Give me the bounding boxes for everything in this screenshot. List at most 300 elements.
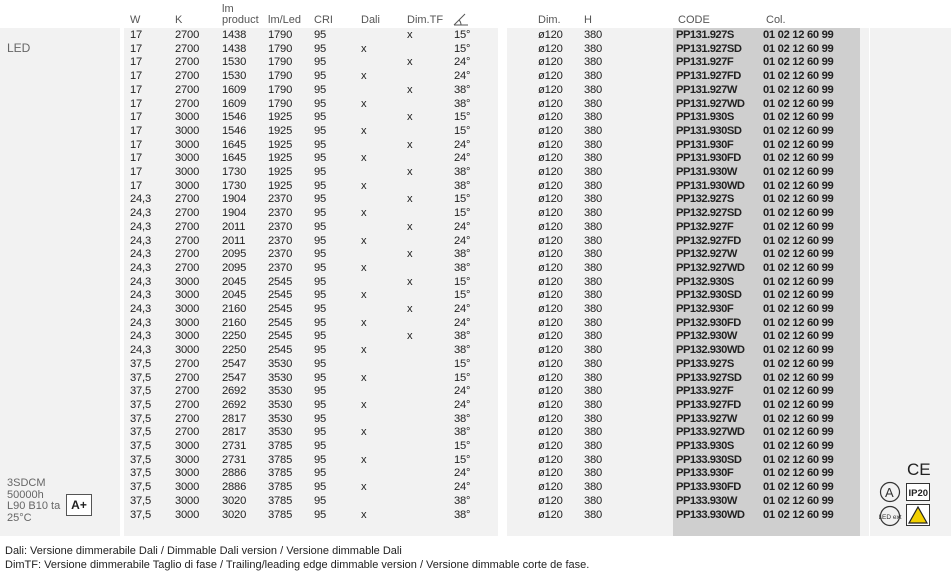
cell-tf: x — [407, 275, 413, 288]
cell-w: 17 — [130, 166, 143, 178]
cell-dali: x — [361, 344, 367, 357]
cell-dim: ø120 — [538, 261, 563, 274]
cell-col: 01 02 12 60 99 — [763, 385, 834, 398]
cell-h: 380 — [584, 261, 603, 274]
cell-led: 1925 — [268, 166, 293, 178]
cell-w: 17 — [130, 83, 143, 96]
cell-led: 2545 — [268, 316, 293, 329]
cell-dim: ø120 — [538, 385, 563, 398]
cell-h: 380 — [584, 83, 603, 96]
cell-k: 2700 — [175, 234, 200, 247]
cell-col: 01 02 12 60 99 — [763, 412, 834, 425]
a-circle-icon — [879, 481, 901, 503]
cell-lm: 2045 — [222, 289, 247, 302]
table-row — [0, 276, 951, 290]
cell-code: PP133.927SD — [676, 371, 742, 384]
cell-code: PP133.927FD — [676, 398, 741, 411]
cell-col: 01 02 12 60 99 — [763, 166, 834, 178]
cell-cri: 95 — [314, 481, 327, 494]
cell-dim: ø120 — [538, 453, 563, 466]
cell-col: 01 02 12 60 99 — [763, 138, 834, 151]
cell-led: 1925 — [268, 152, 293, 165]
header-lm-product-1: lm — [222, 3, 234, 15]
cell-lm: 1904 — [222, 207, 247, 220]
cell-col: 01 02 12 60 99 — [763, 275, 834, 288]
cell-ang: 24° — [454, 138, 471, 151]
cell-ang: 24° — [454, 481, 471, 494]
cell-col: 01 02 12 60 99 — [763, 83, 834, 96]
cell-lm: 1438 — [222, 42, 247, 55]
cell-code: PP132.927FD — [676, 234, 741, 247]
cell-cri: 95 — [314, 467, 327, 480]
cell-ang: 24° — [454, 56, 471, 69]
cell-w: 24,3 — [130, 207, 151, 220]
cell-col: 01 02 12 60 99 — [763, 467, 834, 480]
table-row — [0, 139, 951, 153]
cell-tf: x — [407, 138, 413, 151]
cell-k: 2700 — [175, 261, 200, 274]
cell-led: 1790 — [268, 97, 293, 110]
cell-led: 3785 — [268, 440, 293, 452]
table-row — [0, 70, 951, 84]
cell-k: 3000 — [175, 111, 200, 124]
table-row — [0, 454, 951, 468]
cell-lm: 1645 — [222, 152, 247, 165]
cell-k: 3000 — [175, 330, 200, 343]
cell-lm: 1546 — [222, 111, 247, 124]
cell-led: 2545 — [268, 344, 293, 357]
cell-lm: 2886 — [222, 467, 247, 480]
cell-col: 01 02 12 60 99 — [763, 440, 834, 452]
cell-ang: 24° — [454, 467, 471, 480]
cell-lm: 2547 — [222, 357, 247, 370]
cell-ang: 38° — [454, 508, 471, 521]
cell-w: 24,3 — [130, 261, 151, 274]
cell-col: 01 02 12 60 99 — [763, 316, 834, 329]
cell-lm: 2692 — [222, 385, 247, 398]
cell-h: 380 — [584, 398, 603, 411]
cell-led: 3530 — [268, 426, 293, 439]
cell-w: 37,5 — [130, 398, 151, 411]
cell-lm: 2011 — [222, 234, 246, 247]
cell-h: 380 — [584, 234, 603, 247]
cell-lm: 1904 — [222, 193, 247, 206]
cell-k: 2700 — [175, 207, 200, 220]
cell-cri: 95 — [314, 453, 327, 466]
cell-dim: ø120 — [538, 316, 563, 329]
table-row — [0, 207, 951, 221]
cell-cri: 95 — [314, 193, 327, 206]
cell-lm: 1730 — [222, 179, 247, 192]
cell-cri: 95 — [314, 124, 327, 137]
cell-lm: 2547 — [222, 371, 247, 384]
table-row — [0, 303, 951, 317]
cell-ang: 38° — [454, 248, 471, 261]
cell-w: 17 — [130, 97, 143, 110]
cell-h: 380 — [584, 70, 603, 83]
cell-cri: 95 — [314, 234, 327, 247]
table-row — [0, 29, 951, 43]
cell-h: 380 — [584, 193, 603, 206]
cell-ang: 38° — [454, 494, 471, 507]
cell-code: PP133.930SD — [676, 453, 742, 466]
cell-dali: x — [361, 398, 367, 411]
table-row — [0, 193, 951, 207]
cell-dim: ø120 — [538, 357, 563, 370]
cell-code: PP133.927WD — [676, 426, 745, 439]
cell-ang: 38° — [454, 261, 471, 274]
cell-code: PP132.927SD — [676, 207, 742, 220]
cell-w: 17 — [130, 152, 143, 165]
energy-class-badge: A+ — [66, 494, 92, 516]
cell-code: PP132.927F — [676, 220, 734, 233]
cell-h: 380 — [584, 357, 603, 370]
cell-led: 3785 — [268, 508, 293, 521]
table-row — [0, 481, 951, 495]
cell-cri: 95 — [314, 138, 327, 151]
cell-tf: x — [407, 166, 413, 178]
cell-col: 01 02 12 60 99 — [763, 56, 834, 69]
cell-dali: x — [361, 508, 367, 521]
cell-ang: 38° — [454, 166, 471, 178]
table-row — [0, 399, 951, 413]
cell-code: PP133.930WD — [676, 508, 745, 521]
cell-code: PP131.927S — [676, 29, 734, 41]
cell-dali: x — [361, 97, 367, 110]
cell-k: 3000 — [175, 275, 200, 288]
cell-ang: 15° — [454, 124, 471, 137]
cell-h: 380 — [584, 275, 603, 288]
cell-h: 380 — [584, 426, 603, 439]
header-dim: Dim. — [538, 14, 561, 26]
cell-w: 37,5 — [130, 426, 151, 439]
cell-dali: x — [361, 426, 367, 439]
cell-k: 2700 — [175, 29, 200, 41]
cell-dim: ø120 — [538, 111, 563, 124]
cell-dim: ø120 — [538, 398, 563, 411]
cell-code: PP133.930W — [676, 494, 737, 507]
cell-tf: x — [407, 56, 413, 69]
led-ext-text: LED ext — [878, 514, 902, 521]
table-row — [0, 166, 951, 180]
cell-code: PP133.930F — [676, 467, 734, 480]
cell-cri: 95 — [314, 289, 327, 302]
cell-led: 1925 — [268, 138, 293, 151]
cell-ang: 15° — [454, 42, 471, 55]
cell-ang: 15° — [454, 207, 471, 220]
beam-angle-icon — [453, 12, 469, 26]
cell-w: 37,5 — [130, 412, 151, 425]
cell-dali: x — [361, 42, 367, 55]
cell-code: PP131.927WD — [676, 97, 745, 110]
cell-dim: ø120 — [538, 152, 563, 165]
cell-dim: ø120 — [538, 303, 563, 315]
ip20-icon — [906, 483, 930, 501]
cell-cri: 95 — [314, 275, 327, 288]
cell-col: 01 02 12 60 99 — [763, 179, 834, 192]
cell-dali: x — [361, 234, 367, 247]
cell-code: PP131.927W — [676, 83, 737, 96]
table-row — [0, 180, 951, 194]
cell-k: 2700 — [175, 42, 200, 55]
table-row — [0, 413, 951, 427]
cell-w: 37,5 — [130, 440, 151, 452]
cell-cri: 95 — [314, 385, 327, 398]
cell-col: 01 02 12 60 99 — [763, 289, 834, 302]
cell-tf: x — [407, 220, 413, 233]
cell-col: 01 02 12 60 99 — [763, 426, 834, 439]
cell-led: 2545 — [268, 289, 293, 302]
cell-code: PP132.927S — [676, 193, 734, 206]
cell-col: 01 02 12 60 99 — [763, 193, 834, 206]
cell-h: 380 — [584, 467, 603, 480]
cell-ang: 38° — [454, 412, 471, 425]
cell-h: 380 — [584, 220, 603, 233]
cell-h: 380 — [584, 152, 603, 165]
cell-col: 01 02 12 60 99 — [763, 371, 834, 384]
cell-cri: 95 — [314, 330, 327, 343]
cell-h: 380 — [584, 440, 603, 452]
cell-cri: 95 — [314, 56, 327, 69]
table-row — [0, 385, 951, 399]
cell-k: 3000 — [175, 124, 200, 137]
cell-dim: ø120 — [538, 440, 563, 452]
cell-dim: ø120 — [538, 289, 563, 302]
cell-ang: 24° — [454, 398, 471, 411]
cell-cri: 95 — [314, 42, 327, 55]
cell-dim: ø120 — [538, 344, 563, 357]
cell-lm: 1609 — [222, 97, 247, 110]
cell-col: 01 02 12 60 99 — [763, 248, 834, 261]
cell-w: 37,5 — [130, 385, 151, 398]
cell-tf: x — [407, 330, 413, 343]
cell-k: 3000 — [175, 467, 200, 480]
cell-k: 2700 — [175, 385, 200, 398]
header-dali: Dali — [361, 14, 380, 26]
cell-dim: ø120 — [538, 481, 563, 494]
cell-dim: ø120 — [538, 138, 563, 151]
cell-w: 37,5 — [130, 481, 151, 494]
cell-w: 24,3 — [130, 316, 151, 329]
cell-lm: 2886 — [222, 481, 247, 494]
cell-cri: 95 — [314, 179, 327, 192]
table-row — [0, 221, 951, 235]
cell-dim: ø120 — [538, 207, 563, 220]
cell-h: 380 — [584, 111, 603, 124]
cell-w: 37,5 — [130, 453, 151, 466]
cell-lm: 1546 — [222, 124, 247, 137]
cell-led: 2370 — [268, 193, 293, 206]
cell-dali: x — [361, 152, 367, 165]
cell-col: 01 02 12 60 99 — [763, 481, 834, 494]
cell-k: 3000 — [175, 508, 200, 521]
cell-w: 24,3 — [130, 289, 151, 302]
cell-w: 17 — [130, 179, 143, 192]
cell-col: 01 02 12 60 99 — [763, 207, 834, 220]
cell-cri: 95 — [314, 494, 327, 507]
cell-cri: 95 — [314, 440, 327, 452]
cell-h: 380 — [584, 316, 603, 329]
cell-lm: 1438 — [222, 29, 247, 41]
cell-h: 380 — [584, 508, 603, 521]
cell-lm: 2250 — [222, 330, 247, 343]
cell-cri: 95 — [314, 426, 327, 439]
led-type-label: LED — [7, 41, 31, 55]
cell-lm: 2250 — [222, 344, 247, 357]
cell-k: 2700 — [175, 97, 200, 110]
cell-ang: 15° — [454, 289, 471, 302]
cell-cri: 95 — [314, 97, 327, 110]
a-circle-text: A — [885, 485, 894, 500]
cell-h: 380 — [584, 179, 603, 192]
cell-cri: 95 — [314, 412, 327, 425]
cell-h: 380 — [584, 494, 603, 507]
cell-w: 37,5 — [130, 467, 151, 480]
cell-ang: 24° — [454, 385, 471, 398]
cell-code: PP131.930SD — [676, 124, 742, 137]
cell-h: 380 — [584, 371, 603, 384]
cell-ang: 38° — [454, 330, 471, 343]
cell-ang: 24° — [454, 234, 471, 247]
cell-dim: ø120 — [538, 248, 563, 261]
cell-ang: 15° — [454, 440, 471, 452]
cell-lm: 1645 — [222, 138, 247, 151]
cell-w: 24,3 — [130, 220, 151, 233]
warning-triangle-icon — [906, 504, 930, 526]
cell-lm: 1730 — [222, 166, 247, 178]
table-row — [0, 372, 951, 386]
table-row — [0, 289, 951, 303]
cell-led: 3530 — [268, 357, 293, 370]
cell-dali: x — [361, 289, 367, 302]
cell-k: 2700 — [175, 426, 200, 439]
cell-h: 380 — [584, 248, 603, 261]
footnote-dimtf: DimTF: Versione dimmerabile Taglio di fase / Trailing/leading edge dimmable version / Versione dimmable corte de fase. — [5, 559, 590, 571]
header-code: CODE — [678, 14, 710, 26]
cell-code: PP133.927S — [676, 357, 734, 370]
cell-lm: 2731 — [222, 453, 247, 466]
cell-w: 24,3 — [130, 330, 151, 343]
cell-ang: 15° — [454, 193, 471, 206]
cell-code: PP132.930FD — [676, 316, 741, 329]
cell-k: 2700 — [175, 70, 200, 83]
table-row — [0, 509, 951, 523]
cell-w: 24,3 — [130, 234, 151, 247]
table-row — [0, 248, 951, 262]
cell-h: 380 — [584, 412, 603, 425]
cell-k: 3000 — [175, 138, 200, 151]
cell-w: 37,5 — [130, 357, 151, 370]
cell-k: 2700 — [175, 83, 200, 96]
cell-dim: ø120 — [538, 179, 563, 192]
cell-code: PP132.930W — [676, 330, 737, 343]
cell-led: 3785 — [268, 467, 293, 480]
cell-k: 2700 — [175, 398, 200, 411]
cell-dali: x — [361, 453, 367, 466]
table-row — [0, 426, 951, 440]
cell-w: 17 — [130, 70, 143, 83]
cell-h: 380 — [584, 138, 603, 151]
spec-ambient-temp: 25°C — [7, 511, 32, 524]
table-row — [0, 317, 951, 331]
table-row — [0, 344, 951, 358]
cell-lm: 1609 — [222, 83, 247, 96]
cell-code: PP131.930F — [676, 138, 734, 151]
cell-cri: 95 — [314, 111, 327, 124]
cell-tf: x — [407, 83, 413, 96]
cell-w: 24,3 — [130, 344, 151, 357]
cell-code: PP131.930S — [676, 111, 734, 124]
cell-dali: x — [361, 261, 367, 274]
cell-w: 37,5 — [130, 494, 151, 507]
cell-cri: 95 — [314, 261, 327, 274]
cell-h: 380 — [584, 481, 603, 494]
cell-w: 17 — [130, 124, 143, 137]
header-dim-tf: Dim.TF — [407, 14, 444, 26]
cell-k: 2700 — [175, 357, 200, 370]
cell-col: 01 02 12 60 99 — [763, 234, 834, 247]
spec-lumen-maintenance: L90 B10 ta — [7, 500, 61, 512]
cell-dim: ø120 — [538, 330, 563, 343]
cell-lm: 2731 — [222, 440, 247, 452]
cell-k: 3000 — [175, 481, 200, 494]
cell-code: PP131.927F — [676, 56, 734, 69]
cell-col: 01 02 12 60 99 — [763, 494, 834, 507]
cell-k: 2700 — [175, 220, 200, 233]
cell-led: 1790 — [268, 42, 293, 55]
table-row — [0, 467, 951, 481]
cell-dim: ø120 — [538, 29, 563, 41]
cell-dim: ø120 — [538, 467, 563, 480]
cell-ang: 38° — [454, 344, 471, 357]
cell-code: PP132.930F — [676, 303, 734, 315]
cell-code: PP132.930WD — [676, 344, 745, 357]
cell-ang: 15° — [454, 275, 471, 288]
cell-w: 24,3 — [130, 248, 151, 261]
cell-lm: 2011 — [222, 220, 246, 233]
cell-dim: ø120 — [538, 275, 563, 288]
cell-w: 17 — [130, 56, 143, 69]
cell-col: 01 02 12 60 99 — [763, 344, 834, 357]
cell-w: 17 — [130, 42, 143, 55]
cell-k: 2700 — [175, 248, 200, 261]
cell-cri: 95 — [314, 371, 327, 384]
cell-code: PP131.930WD — [676, 179, 745, 192]
ip20-text: IP20 — [908, 488, 929, 499]
cell-tf: x — [407, 111, 413, 124]
cell-k: 3000 — [175, 344, 200, 357]
cell-code: PP133.927F — [676, 385, 734, 398]
led-ext-icon — [879, 505, 901, 527]
cell-led: 2370 — [268, 261, 293, 274]
table-row — [0, 495, 951, 509]
cell-h: 380 — [584, 330, 603, 343]
cell-k: 3000 — [175, 152, 200, 165]
cell-h: 380 — [584, 453, 603, 466]
cell-lm: 2095 — [222, 248, 247, 261]
header-col: Col. — [766, 14, 786, 26]
cell-dim: ø120 — [538, 412, 563, 425]
cell-cri: 95 — [314, 166, 327, 178]
cell-tf: x — [407, 248, 413, 261]
cell-h: 380 — [584, 56, 603, 69]
cell-led: 1925 — [268, 124, 293, 137]
table-row — [0, 43, 951, 57]
cell-cri: 95 — [314, 207, 327, 220]
cell-h: 380 — [584, 289, 603, 302]
cell-cri: 95 — [314, 248, 327, 261]
cell-lm: 3020 — [222, 494, 247, 507]
